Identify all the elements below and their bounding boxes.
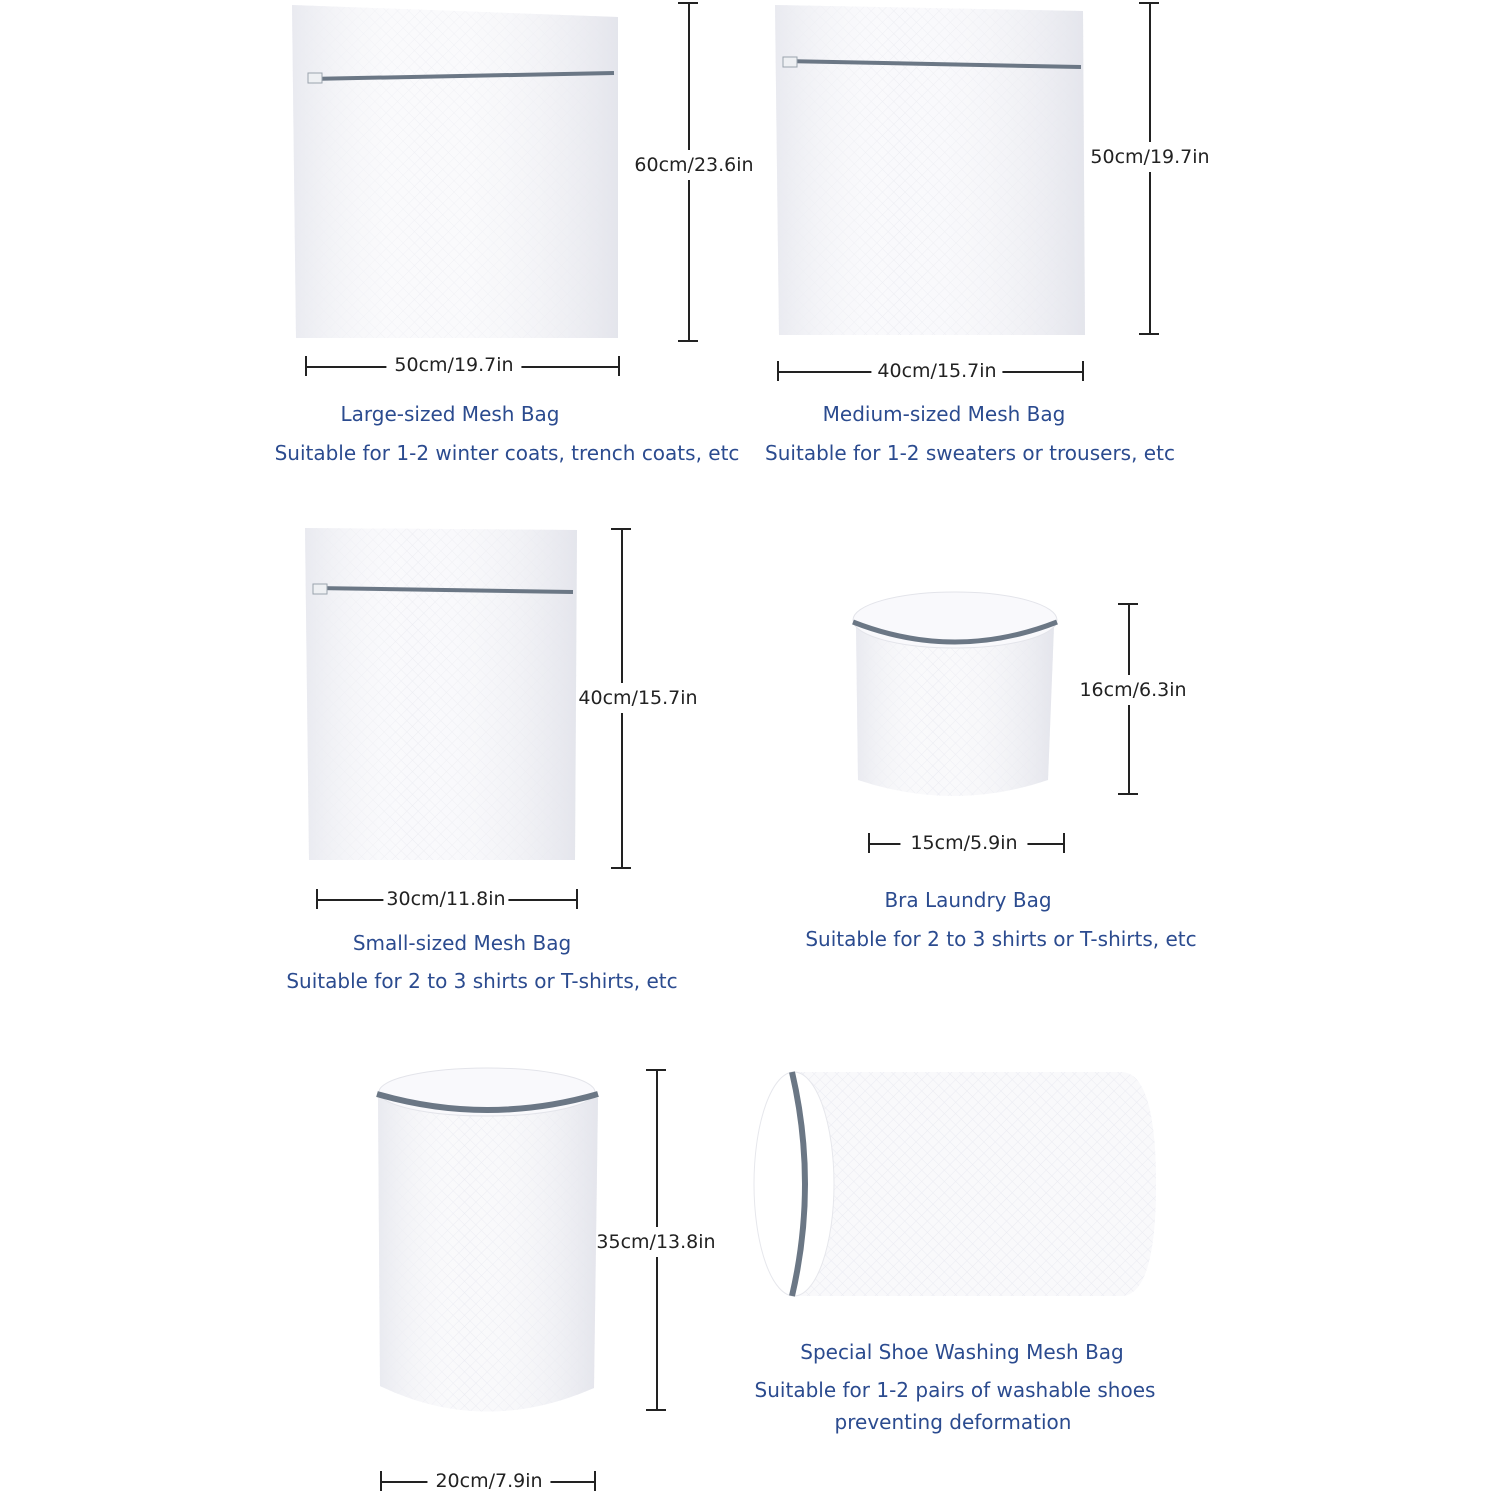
bra-height-tick-top xyxy=(1118,603,1138,605)
medium-bag-title: Medium-sized Mesh Bag xyxy=(822,402,1066,426)
bra-height-tick-bottom xyxy=(1118,793,1138,795)
small-height-tick-bottom xyxy=(611,867,631,869)
small-mesh-bag-image xyxy=(305,528,580,862)
medium-mesh-bag-image xyxy=(775,5,1087,337)
cylinder-height-tick-bottom xyxy=(646,1409,666,1411)
bra-width-label: 15cm/5.9in xyxy=(900,832,1027,854)
cylinder-height-tick-top xyxy=(646,1069,666,1071)
shoe-bag-title: Special Shoe Washing Mesh Bag xyxy=(800,1340,1124,1364)
small-width-label: 30cm/11.8in xyxy=(383,888,508,910)
large-width-label: 50cm/19.7in xyxy=(386,354,521,376)
medium-bag-description: Suitable for 1-2 sweaters or trousers, etc xyxy=(765,441,1175,465)
large-width-tick-left xyxy=(305,356,307,376)
cylinder-width-label: 20cm/7.9in xyxy=(427,1470,550,1492)
cylinder-width-tick-left xyxy=(380,1471,382,1491)
bra-bag-title: Bra Laundry Bag xyxy=(884,888,1052,912)
medium-width-label: 40cm/15.7in xyxy=(871,360,1002,382)
large-height-tick-top xyxy=(678,2,698,4)
bra-bag-description: Suitable for 2 to 3 shirts or T-shirts, etc xyxy=(805,927,1197,951)
medium-height-label: 50cm/19.7in xyxy=(1090,142,1209,172)
medium-height-tick-top xyxy=(1139,2,1159,4)
bra-height-label: 16cm/6.3in xyxy=(1079,675,1186,705)
shoe-washing-bag-image xyxy=(752,1068,1158,1300)
bra-width-tick-right xyxy=(1063,833,1065,853)
bra-width-tick-left xyxy=(868,833,870,853)
small-width-tick-left xyxy=(316,889,318,909)
large-bag-title: Large-sized Mesh Bag xyxy=(340,402,560,426)
small-height-tick-top xyxy=(611,528,631,530)
large-bag-description: Suitable for 1-2 winter coats, trench coats, etc xyxy=(274,441,740,465)
small-height-label: 40cm/15.7in xyxy=(578,683,697,713)
medium-width-tick-right xyxy=(1082,361,1084,381)
cylinder-width-tick-right xyxy=(594,1471,596,1491)
bra-laundry-bag-image xyxy=(848,590,1060,802)
cylinder-mesh-bag-image xyxy=(374,1066,602,1430)
small-bag-title: Small-sized Mesh Bag xyxy=(352,931,572,955)
large-height-tick-bottom xyxy=(678,340,698,342)
large-height-label: 60cm/23.6in xyxy=(634,150,753,180)
cylinder-height-label: 35cm/13.8in xyxy=(596,1227,715,1257)
large-width-tick-right xyxy=(618,356,620,376)
medium-width-tick-left xyxy=(777,361,779,381)
large-mesh-bag-image xyxy=(290,5,620,340)
shoe-bag-description-line2: preventing deformation xyxy=(834,1410,1072,1434)
shoe-bag-description-line1: Suitable for 1-2 pairs of washable shoes xyxy=(754,1378,1156,1402)
small-width-tick-right xyxy=(576,889,578,909)
small-bag-description: Suitable for 2 to 3 shirts or T-shirts, etc xyxy=(286,969,678,993)
medium-height-tick-bottom xyxy=(1139,333,1159,335)
